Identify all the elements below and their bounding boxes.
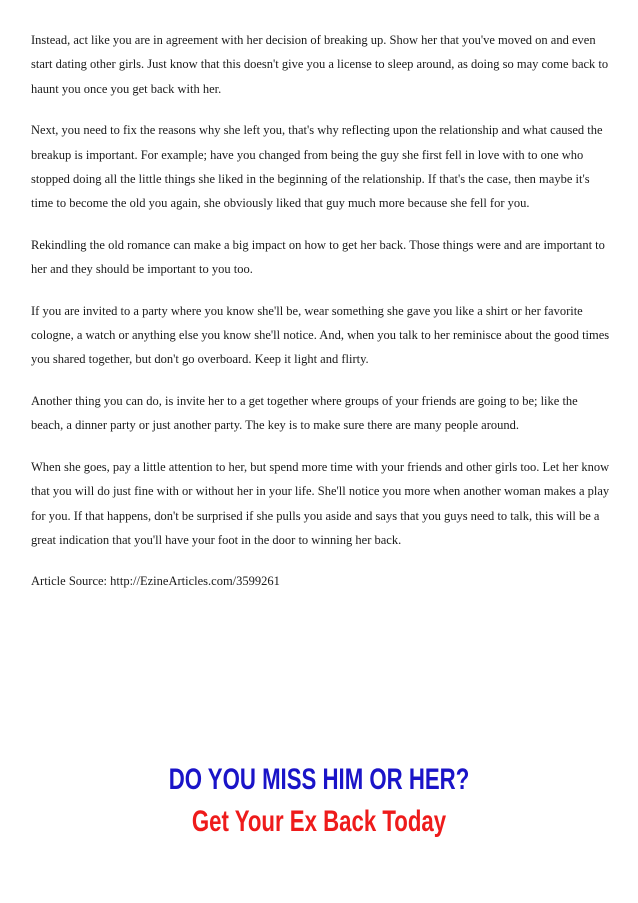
article-paragraph: When she goes, pay a little attention to her, but spend more time with your friends and other girls too. Let her know that you will do just fine with or without her in your life. She'll notice you more when another woman makes a play for you. If that happens, don't be surprised if she pulls you aside and says that you guys need to talk, this will be a great indication that you'll have your foot in the door to winning her back. (31, 459, 610, 547)
promo-headline: DO YOU MISS HIM OR HER? (168, 763, 470, 796)
article-paragraph: Rekindling the old romance can make a big impact on how to get her back. Those things were and are important to her and they should be important to you too. (31, 237, 605, 277)
article-paragraph: If you are invited to a party where you know she'll be, wear something she gave you like a shirt or her favorite cologne, a watch or anything else you know she'll notice. And, when you talk to her reminisce about the good times you shared together, but don't go overboard. Keep it light and flirty. (31, 303, 610, 367)
article-paragraph: Next, you need to fix the reasons why she left you, that's why reflecting upon the relationship and what caused the breakup is important. For example; have you changed from being the guy she first fell in love with to one who stopped doing all the little things she liked in the beginning of the relationship. If that's the case, then maybe it's time to become the old you again, she obviously liked that guy much more because she fell for you. (31, 123, 603, 211)
article-source: Article Source: http://EzineArticles.com/3599261 (31, 574, 280, 589)
article-paragraph: Another thing you can do, is invite her to a get together where groups of your friends are going to be; like the beach, a dinner party or just another party. The key is to make sure there are many people around. (31, 393, 578, 433)
promo-subheadline: Get Your Ex Back Today (191, 805, 447, 838)
article-body (31, 28, 611, 611)
article-paragraph: Instead, act like you are in agreement with her decision of breaking up. Show her that you've moved on and even start dating other girls. Just know that this doesn't give you a license to sleep around, as doing so may come back to haunt you once you get back with her. (31, 33, 609, 96)
